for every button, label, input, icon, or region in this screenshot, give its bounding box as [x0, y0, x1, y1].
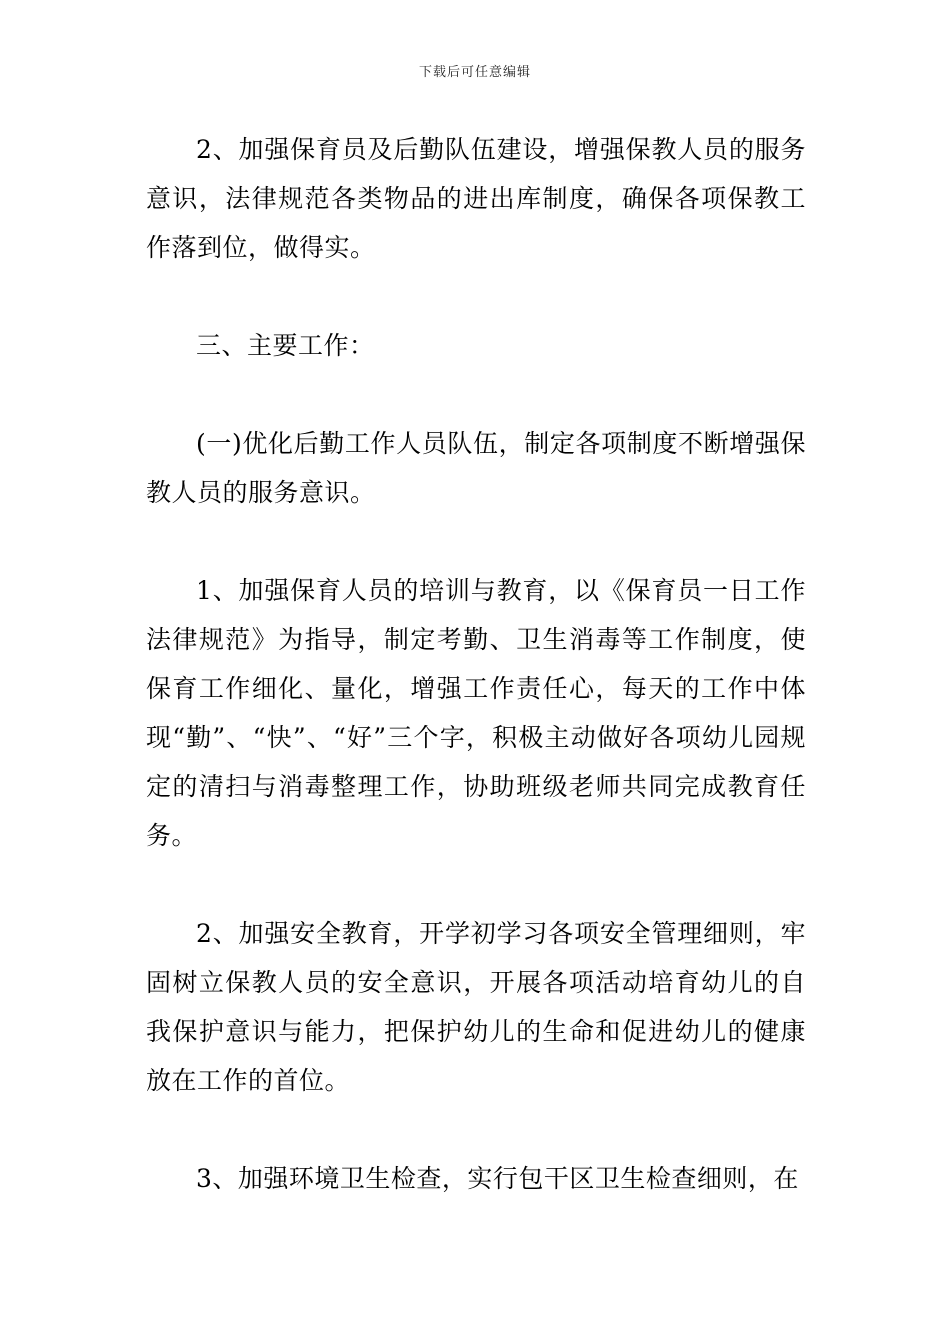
paragraph-staff-building: 2、加强保育员及后勤队伍建设，增强保教人员的服务意识，法律规范各类物品的进出库制度，确保各项保教工作落到位，做得实。: [146, 135, 806, 262]
document-body: [146, 125, 806, 1203]
section-heading-main-work: 三、主要工作：: [196, 331, 375, 360]
paragraph-spacer: [146, 517, 806, 566]
paragraph-hygiene-inspection: 3、加强环境卫生检查，实行包干区卫生检查细则，在: [196, 1164, 799, 1193]
paragraph-spacer: [146, 370, 806, 419]
subsection-heading-optimize-staff: (一)优化后勤工作人员队伍，制定各项制度不断增强保教人员的服务意识。: [146, 429, 806, 507]
paragraph-spacer: [146, 1105, 806, 1154]
paragraph-training-education: 1、加强保育人员的培训与教育，以《保育员一日工作法律规范》为指导，制定考勤、卫生消毒等工作制度，使保育工作细化、量化，增强工作责任心，每天的工作中体现“勤”、“快”、“好”三个字，积极主动做好各项幼儿园规定的清扫与消毒整理工作，协助班级老师共同完成教育任务。: [146, 576, 806, 850]
paragraph-spacer: [146, 272, 806, 321]
page-header-note: 下载后可任意编辑: [418, 65, 531, 80]
paragraph-spacer: [146, 860, 806, 909]
paragraph-safety-education: 2、加强安全教育，开学初学习各项安全管理细则，牢固树立保教人员的安全意识，开展各项活动培育幼儿的自我保护意识与能力，把保护幼儿的生命和促进幼儿的健康放在工作的首位。: [146, 919, 806, 1095]
